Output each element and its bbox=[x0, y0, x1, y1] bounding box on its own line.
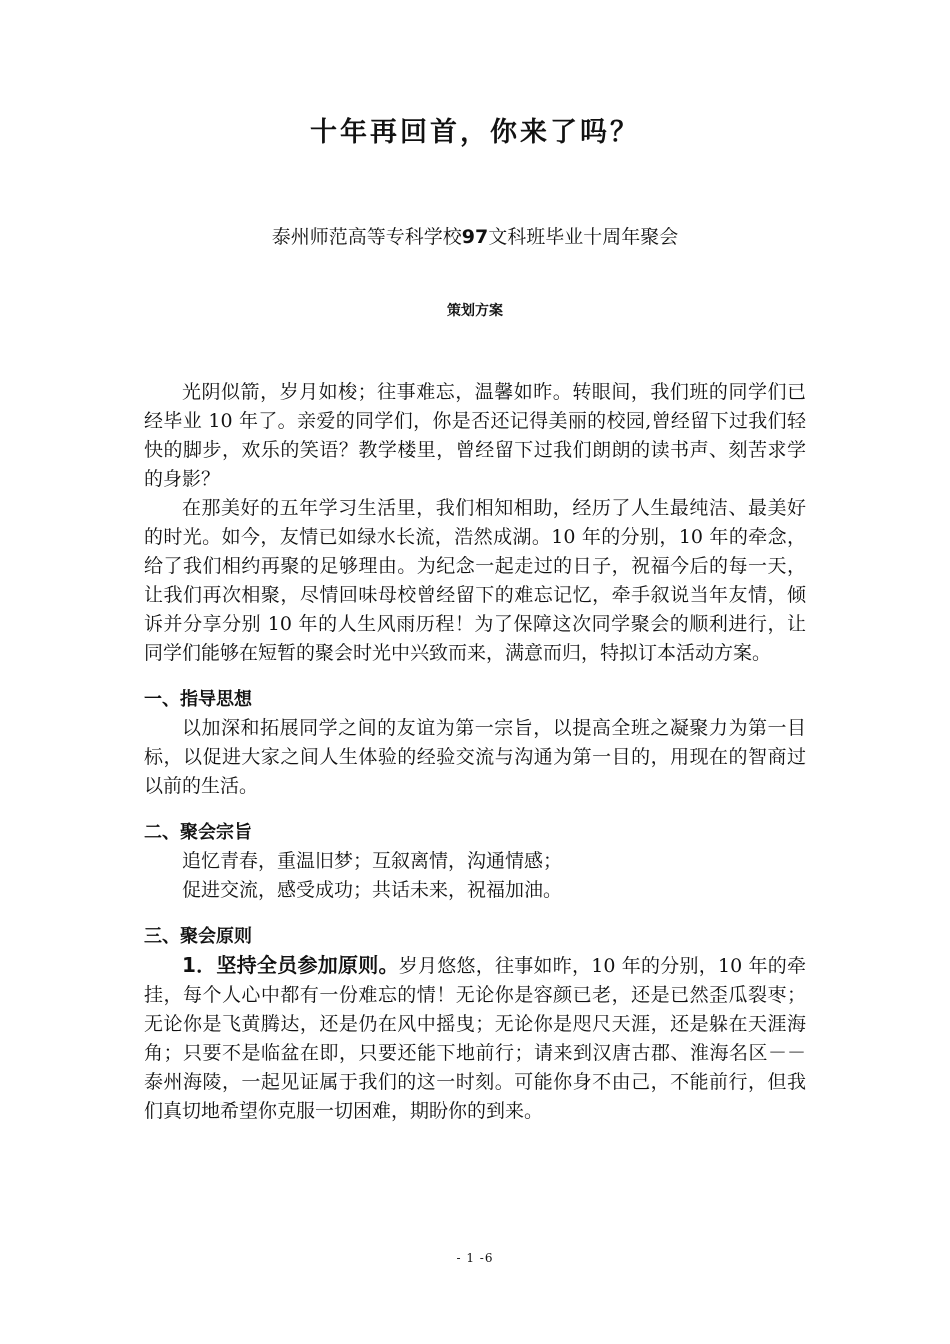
section-heading-principles: 三、聚会原则 bbox=[144, 926, 252, 947]
principle-text: 岁月悠悠，往事如昨，10 年的分别，10 年的牵挂，每个人心中都有一份难忘的情！无论你是容颜已老，还是已然歪瓜裂枣；无论你是飞黄腾达，还是仍在风中摇曳；无论你是咫尺天涯，还是躲在天涯海角；只要不是临盆在即，只要还能下地前行；请来到汉唐古郡、淮海名区－－泰州海陵，一起见证属于我们的这一时刻。可能你身不由己，不能前行，但我们真切地希望你克服一切困难，期盼你的到来。 bbox=[144, 955, 806, 1122]
intro-paragraph-1: 光阴似箭，岁月如梭；往事难忘，温馨如昨。转眼间，我们班的同学们已经毕业 10 年了。亲爱的同学们，你是否还记得美丽的校园,曾经留下过我们轻快的脚步，欢乐的笑语？教学楼里，曾经留下过我们朗朗的读书声、刻苦求学的身影？ bbox=[144, 381, 806, 490]
section-paragraph: 追忆青春，重温旧梦；互叙离情，沟通情感； bbox=[182, 850, 563, 872]
spacer bbox=[144, 668, 806, 685]
principle-paragraph bbox=[144, 951, 806, 1126]
principle-label: 1．坚持全员参加原则。 bbox=[182, 953, 399, 977]
section-heading-guiding-idea: 一、指导思想 bbox=[144, 689, 252, 710]
document-type-heading: 策划方案 bbox=[447, 303, 503, 319]
document-subtitle bbox=[0, 222, 950, 249]
section-paragraph: 促进交流，感受成功；共话未来，祝福加油。 bbox=[182, 879, 563, 901]
intro-paragraph-2: 在那美好的五年学习生活里，我们相知相助，经历了人生最纯洁、最美好的时光。如今，友情已如绿水长流，浩然成湖。10 年的分别，10 年的牵念，给了我们相约再聚的足够理由。为纪念一起走过的日子，祝福今后的每一天，让我们再次相聚，尽情回味母校曾经留下的难忘记忆，牵手叙说当年友情，倾诉并分享分别 10 年的人生风雨历程！为了保障这次同学聚会的顺利进行，让同学们能够在短暂的聚会时光中兴致而来，满意而归，特拟订本活动方案。 bbox=[144, 497, 806, 664]
page-number: - 1 -6 bbox=[456, 1251, 494, 1265]
subtitle-number: 97 bbox=[461, 226, 489, 248]
subtitle-suffix: 文科班毕业十周年聚会 bbox=[488, 226, 679, 248]
document-body bbox=[144, 378, 806, 1126]
section-heading-purpose: 二、聚会宗旨 bbox=[144, 822, 252, 843]
document-title: 十年再回首，你来了吗？ bbox=[310, 117, 640, 148]
section-paragraph: 以加深和拓展同学之间的友谊为第一宗旨，以提高全班之凝聚力为第一目标，以促进大家之间人生体验的经验交流与沟通为第一目的，用现在的智商过以前的生活。 bbox=[144, 717, 806, 797]
subtitle-prefix: 泰州师范高等专科学校 bbox=[271, 226, 462, 248]
